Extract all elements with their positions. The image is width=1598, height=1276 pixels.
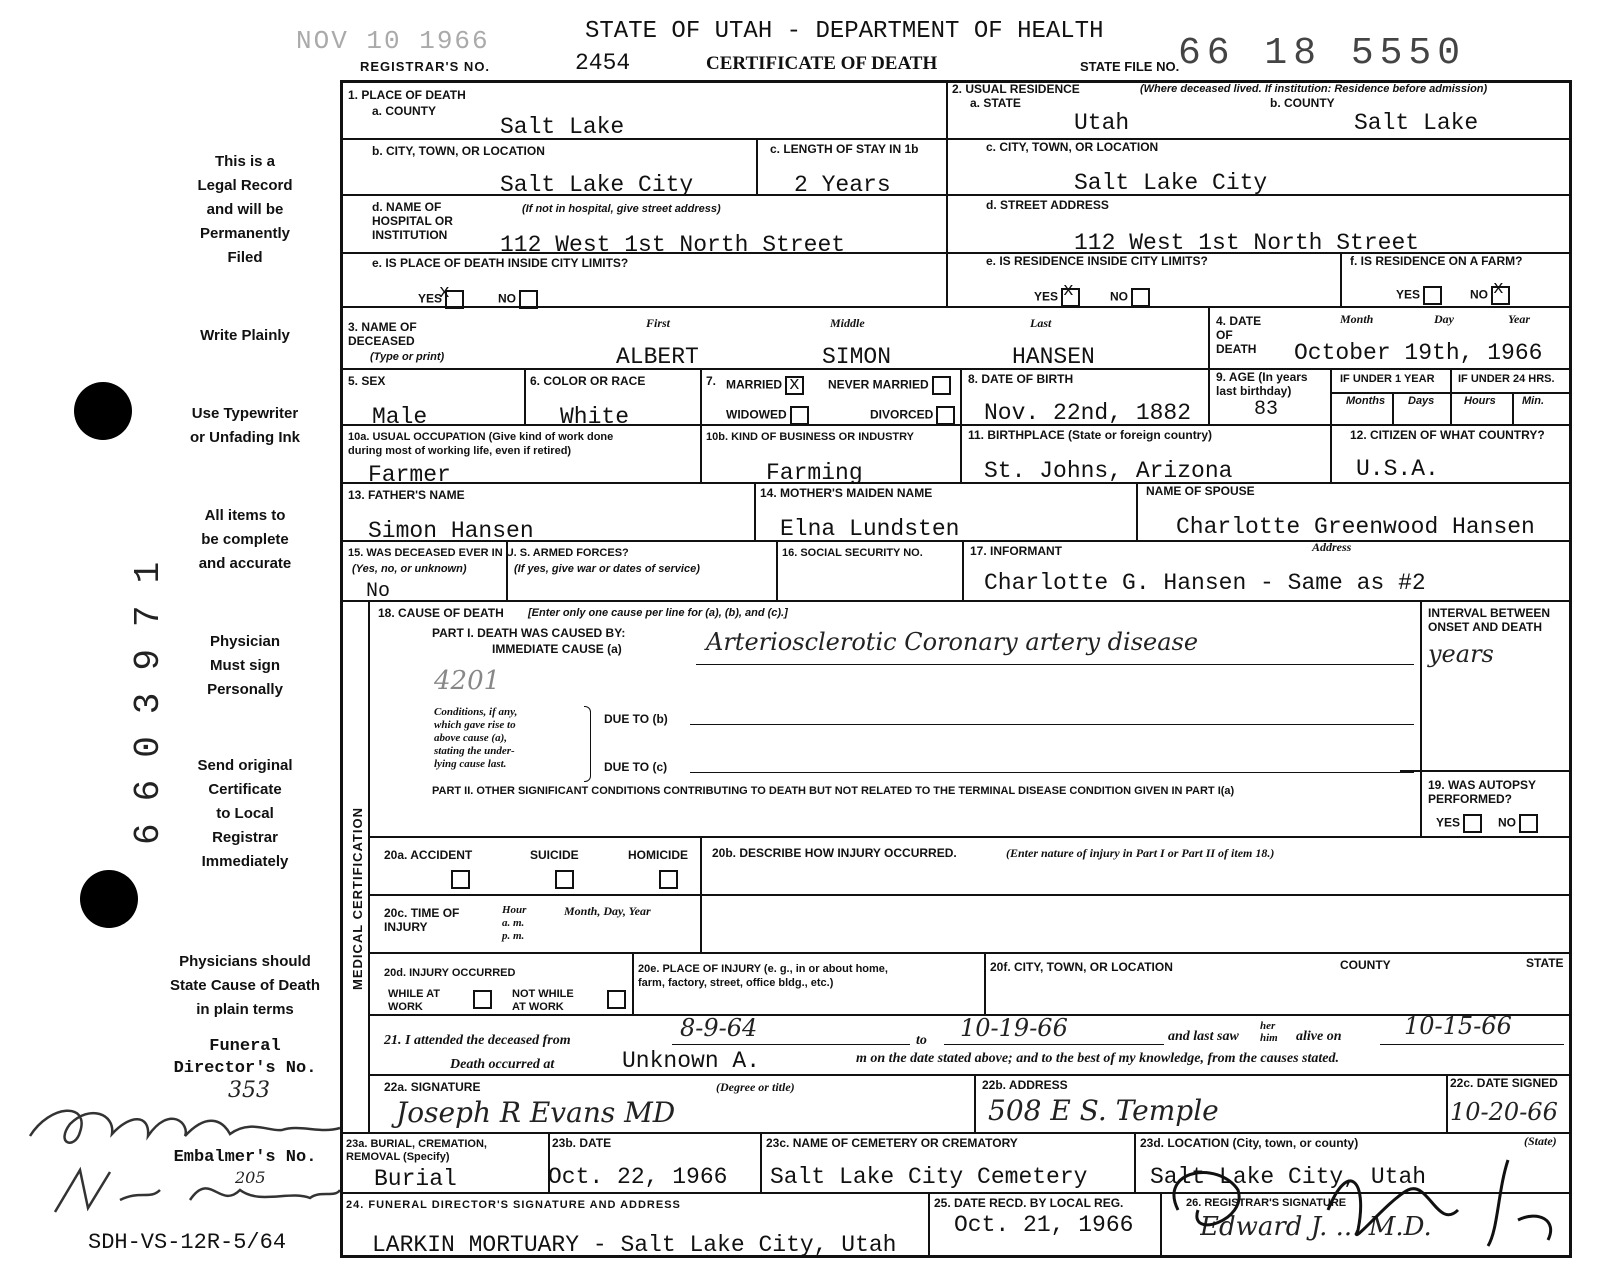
physician-signature-value: Joseph R Evans MD — [396, 1096, 676, 1129]
divorced-checkbox[interactable] — [936, 406, 955, 425]
immediate-cause-label: IMMEDIATE CAUSE (a) — [492, 642, 622, 656]
vertical-certificate-number: 6603971 — [128, 539, 169, 845]
month-label: Month — [1340, 312, 1374, 326]
name-label: 3. NAME OF DECEASED — [348, 320, 417, 348]
under-24-hrs-label: IF UNDER 24 HRS. — [1458, 373, 1555, 385]
widowed-label: WIDOWED — [726, 406, 809, 425]
sex-label: 5. SEX — [348, 374, 386, 388]
married-checkbox[interactable]: x — [785, 376, 804, 395]
first-label: First — [646, 316, 671, 330]
middle-label: Middle — [830, 316, 865, 330]
industry-label: 10b. KIND OF BUSINESS OR INDUSTRY — [706, 431, 915, 443]
place-of-death-label: 1. PLACE OF DEATH — [348, 88, 466, 102]
suicide-checkbox[interactable] — [555, 870, 574, 889]
funeral-director-signature — [20, 1084, 350, 1164]
date-of-death-value: October 19th, 1966 — [1294, 340, 1543, 366]
street-address-label: d. STREET ADDRESS — [986, 198, 1109, 212]
days-label: Days — [1408, 395, 1435, 407]
time-of-injury-label: 20c. TIME OF INJURY — [384, 906, 460, 934]
min-label: Min. — [1522, 395, 1544, 407]
married-label: MARRIED x — [726, 376, 804, 395]
state-file-label: STATE FILE NO. — [1080, 59, 1180, 74]
typewriter-note: Use Typewriter or Unfading Ink — [190, 405, 300, 446]
immediate-cause-value: Arteriosclerotic Coronary artery disease — [706, 628, 1199, 656]
citizen-value: U.S.A. — [1356, 456, 1439, 482]
cause-of-death-note: [Enter only one cause per line for (a), (b), and (c).] — [528, 607, 788, 619]
date-signed-label: 22c. DATE SIGNED — [1450, 1076, 1558, 1090]
mother-value: Elna Lundsten — [780, 516, 960, 542]
under-1-year-label: IF UNDER 1 YEAR — [1340, 373, 1435, 385]
birthplace-label: 11. BIRTHPLACE (State or foreign country) — [968, 428, 1213, 442]
farm-no-label: NO x — [1470, 286, 1510, 305]
hospital-value: 112 West 1st North Street — [500, 232, 846, 258]
while-at-work-checkbox[interactable] — [473, 990, 492, 1009]
widowed-checkbox[interactable] — [790, 406, 809, 425]
cause-code: 4201 — [434, 666, 501, 696]
inside-city-label: e. IS PLACE OF DEATH INSIDE CITY LIMITS? — [372, 256, 629, 270]
cemetery-location-value: Salt Lake City, Utah — [1150, 1164, 1427, 1190]
last-name-value: HANSEN — [1012, 344, 1095, 370]
while-at-work-label: WHILE AT WORK — [388, 988, 440, 1013]
occupation-label: 10a. USUAL OCCUPATION (Give kind of work done during most of working life, even if retired) — [348, 431, 614, 457]
length-of-stay-value: 2 Years — [794, 172, 891, 198]
usual-residence-note: (Where deceased lived. If institution: Residence before admission) — [1140, 83, 1488, 95]
farm-label: f. IS RESIDENCE ON A FARM? — [1350, 254, 1523, 268]
accident-label: 20a. ACCIDENT — [384, 848, 473, 862]
year-label: Year — [1508, 312, 1530, 326]
conditions-note: Conditions, if any, which gave rise to above cause (a), stating the under- lying cause last. — [434, 706, 518, 770]
burial-date-label: 23b. DATE — [552, 1136, 612, 1150]
funeral-director-value: LARKIN MORTUARY - Salt Lake City, Utah — [372, 1232, 897, 1258]
embalmer-label: Embalmer's No. — [173, 1148, 317, 1167]
injury-state-label: STATE — [1526, 956, 1564, 970]
res-street-value: 112 West 1st North Street — [1074, 230, 1420, 256]
cemetery-label: 23c. NAME OF CEMETERY OR CREMATORY — [766, 1136, 1018, 1150]
farm-no-checkbox[interactable]: x — [1491, 286, 1510, 305]
res-city-label: c. CITY, TOWN, OR LOCATION — [986, 140, 1159, 154]
punch-hole-bottom — [80, 870, 138, 928]
homicide-label: HOMICIDE — [628, 848, 688, 862]
farm-yes-label: YES — [1396, 286, 1442, 305]
informant-value: Charlotte G. Hansen - Same as #2 — [984, 570, 1426, 596]
received-stamp: NOV 10 1966 — [296, 26, 490, 56]
armed-note-1: (Yes, no, or unknown) — [352, 563, 467, 575]
autopsy-yes-label: YES — [1436, 814, 1482, 833]
registrar-signature-mark — [1148, 1150, 1568, 1256]
father-value: Simon Hansen — [368, 518, 534, 544]
due-to-c-label: DUE TO (c) — [604, 760, 668, 774]
informant-address-label: Address — [1312, 540, 1352, 554]
items-complete-note: All items to be complete and accurate — [198, 507, 292, 572]
part1-label: PART I. DEATH WAS CAUSED BY: — [432, 626, 626, 640]
length-of-stay-label: c. LENGTH OF STAY IN 1b — [770, 142, 919, 156]
injury-description-label: 20b. DESCRIBE HOW INJURY OCCURRED. — [712, 846, 957, 860]
res-city-value: Salt Lake City — [1074, 170, 1268, 196]
armed-note-2: (If yes, give war or dates of service) — [514, 563, 700, 575]
funeral-director-sig-label: 24. FUNERAL DIRECTOR'S SIGNATURE AND ADDRESS — [346, 1199, 681, 1211]
name-note: (Type or print) — [370, 351, 445, 363]
interval-value: years — [1428, 640, 1494, 668]
place-of-injury-label: 20e. PLACE OF INJURY (e. g., in or about home, farm, factory, street, office bldg., etc.) — [638, 963, 888, 989]
divorced-label: DIVORCED — [870, 406, 955, 425]
burial-label: 23a. BURIAL, CREMATION, REMOVAL (Specify) — [346, 1138, 487, 1163]
occupation-value: Farmer — [368, 462, 451, 488]
race-label: 6. COLOR OR RACE — [530, 374, 646, 388]
legal-record-note: This is a Legal Record and will be Permanently Filed — [197, 153, 293, 266]
state-file-no: 66 18 5550 — [1178, 32, 1467, 75]
registrar-label: REGISTRAR'S NO. — [360, 59, 491, 74]
date-recd-value: Oct. 21, 1966 — [954, 1212, 1134, 1238]
city-label: b. CITY, TOWN, OR LOCATION — [372, 144, 545, 158]
father-label: 13. FATHER'S NAME — [348, 488, 465, 502]
hours-label: Hours — [1464, 395, 1496, 407]
usual-residence-label: 2. USUAL RESIDENCE — [952, 82, 1080, 96]
death-city-value: Salt Lake City — [500, 172, 694, 198]
physician-sign-note: Physician Must sign Personally — [207, 633, 283, 698]
attended-to-label: to — [916, 1033, 927, 1048]
physician-signature-label: 22a. SIGNATURE — [384, 1080, 481, 1094]
send-original-note: Send original Certificate to Local Registrar Immediately — [197, 757, 293, 870]
registrar-no: 2454 — [575, 50, 631, 76]
attended-to-value: 10-19-66 — [960, 1014, 1068, 1042]
res-inside-city-label: e. IS RESIDENCE INSIDE CITY LIMITS? — [986, 254, 1208, 268]
citizen-label: 12. CITIZEN OF WHAT COUNTRY? — [1350, 428, 1545, 442]
alive-on-label: alive on — [1296, 1029, 1342, 1044]
county-label: a. COUNTY — [372, 104, 437, 118]
res-inside-yes-checkbox[interactable]: x — [1061, 288, 1080, 307]
injury-date-label: Month, Day, Year — [564, 904, 651, 918]
part2-label: PART II. OTHER SIGNIFICANT CONDITIONS CONTRIBUTING TO DEATH BUT NOT RELATED TO THE TERMINAL DISEASE CONDITION GIVEN IN PART I(a) — [432, 785, 1235, 797]
death-occurred-value: Unknown A. — [622, 1048, 761, 1074]
burial-value: Burial — [374, 1166, 457, 1192]
funeral-director-label: Funeral Director's No. — [173, 1037, 317, 1078]
sex-value: Male — [372, 404, 428, 430]
place-inside-yes-checkbox[interactable]: x — [445, 290, 464, 309]
injury-description-note: (Enter nature of injury in Part I or Part II of item 18.) — [1006, 846, 1275, 860]
autopsy-no-checkbox[interactable] — [1519, 814, 1538, 833]
last-saw-label: and last saw — [1168, 1029, 1239, 1044]
date-of-death-label: 4. DATE OF DEATH — [1216, 314, 1262, 356]
res-county-label: b. COUNTY — [1270, 96, 1335, 110]
department-title: STATE OF UTAH - DEPARTMENT OF HEALTH — [585, 18, 1104, 45]
homicide-checkbox[interactable] — [659, 870, 678, 889]
date-signed-value: 10-20-66 — [1450, 1098, 1558, 1126]
never-married-checkbox[interactable] — [932, 376, 951, 395]
hour-label: Hour a. m. p. m. — [502, 904, 527, 942]
armed-forces-value: No — [366, 580, 391, 600]
death-county-value: Salt Lake — [500, 114, 625, 140]
res-inside-no-checkbox[interactable] — [1131, 288, 1150, 307]
accident-checkbox[interactable] — [451, 870, 470, 889]
physician-address-label: 22b. ADDRESS — [982, 1078, 1068, 1092]
ssn-label: 16. SOCIAL SECURITY NO. — [782, 547, 923, 559]
age-label: 9. AGE (In years last birthday) — [1216, 370, 1308, 398]
physician-address-value: 508 E S. Temple — [988, 1094, 1219, 1127]
cemetery-state-label: (State) — [1524, 1134, 1557, 1148]
due-to-b-label: DUE TO (b) — [604, 712, 668, 726]
embalmer-signature — [40, 1160, 350, 1230]
registrar-signature-value: Edward J. ... M.D. — [1200, 1212, 1432, 1242]
birthplace-value: St. Johns, Arizona — [984, 458, 1233, 484]
medical-certification-label: MEDICAL CERTIFICATION — [350, 806, 365, 990]
form-code: SDH-VS-12R-5/64 — [88, 1230, 287, 1255]
attended-from-value: 8-9-64 — [680, 1014, 758, 1042]
last-label: Last — [1030, 316, 1052, 330]
months-label: Months — [1346, 395, 1386, 407]
her-him-label: her him — [1260, 1020, 1278, 1044]
autopsy-no-label: NO — [1498, 814, 1538, 833]
informant-label: 17. INFORMANT — [970, 544, 1063, 558]
attended-label: 21. I attended the deceased from — [384, 1033, 571, 1048]
funeral-director-no: 353 — [228, 1078, 270, 1103]
write-plainly-note: Write Plainly — [200, 327, 290, 344]
autopsy-yes-checkbox[interactable] — [1463, 814, 1482, 833]
mother-label: 14. MOTHER'S MAIDEN NAME — [760, 486, 933, 500]
certificate-title: CERTIFICATE OF DEATH — [706, 53, 938, 74]
suicide-label: SUICIDE — [530, 848, 579, 862]
place-no-label: NO — [498, 290, 538, 309]
not-while-at-work-checkbox[interactable] — [607, 990, 626, 1009]
dob-value: Nov. 22nd, 1882 — [984, 400, 1192, 426]
degree-label: (Degree or title) — [716, 1080, 795, 1094]
middle-name-value: SIMON — [822, 344, 892, 370]
dob-label: 8. DATE OF BIRTH — [968, 372, 1074, 386]
injury-city-label: 20f. CITY, TOWN, OR LOCATION — [990, 960, 1173, 974]
cemetery-location-label: 23d. LOCATION (City, town, or county) — [1140, 1136, 1359, 1150]
autopsy-label: 19. WAS AUTOPSY PERFORMED? — [1428, 778, 1537, 806]
place-yes-label: YES x — [418, 290, 464, 309]
punch-hole-top — [74, 382, 132, 440]
spouse-label: NAME OF SPOUSE — [1146, 484, 1255, 498]
date-recd-label: 25. DATE RECD. BY LOCAL REG. — [934, 1196, 1124, 1210]
res-county-value: Salt Lake — [1354, 110, 1479, 136]
burial-date-value: Oct. 22, 1966 — [548, 1164, 728, 1190]
place-inside-no-checkbox[interactable] — [519, 290, 538, 309]
embalmer-no: 205 — [235, 1168, 266, 1187]
death-occurred-label: Death occurred at — [450, 1057, 555, 1072]
farm-yes-checkbox[interactable] — [1423, 286, 1442, 305]
industry-value: Farming — [766, 460, 863, 486]
marital-label: 7. — [706, 374, 717, 388]
interval-label: INTERVAL BETWEEN ONSET AND DEATH — [1428, 606, 1551, 634]
death-occurred-statement: m on the date stated above; and to the best of my knowledge, from the causes stated. — [856, 1051, 1339, 1066]
injury-county-label: COUNTY — [1340, 958, 1391, 972]
not-while-at-work-label: NOT WHILE AT WORK — [512, 988, 574, 1013]
registrar-signature-label: 26. REGISTRAR'S SIGNATURE — [1186, 1197, 1347, 1209]
res-state-label: a. STATE — [970, 96, 1021, 110]
spouse-value: Charlotte Greenwood Hansen — [1176, 514, 1535, 540]
first-name-value: ALBERT — [616, 344, 699, 370]
last-saw-value: 10-15-66 — [1404, 1012, 1512, 1040]
res-no-label: NO — [1110, 288, 1150, 307]
res-state-value: Utah — [1074, 110, 1130, 136]
hospital-label: d. NAME OF HOSPITAL OR INSTITUTION — [372, 200, 453, 242]
age-value: 83 — [1254, 398, 1279, 421]
cemetery-value: Salt Lake City Cemetery — [770, 1164, 1088, 1190]
injury-occurred-label: 20d. INJURY OCCURRED — [384, 967, 516, 979]
race-value: White — [560, 404, 630, 430]
res-yes-label: YES x — [1034, 288, 1080, 307]
never-married-label: NEVER MARRIED — [828, 376, 951, 395]
hospital-note: (If not in hospital, give street address) — [522, 203, 721, 215]
day-label: Day — [1434, 312, 1454, 326]
cause-terms-note: Physicians should State Cause of Death in plain terms — [169, 953, 321, 1018]
cause-of-death-label: 18. CAUSE OF DEATH — [378, 606, 504, 620]
armed-forces-label: 15. WAS DECEASED EVER IN U. S. ARMED FORCES? — [348, 547, 629, 559]
